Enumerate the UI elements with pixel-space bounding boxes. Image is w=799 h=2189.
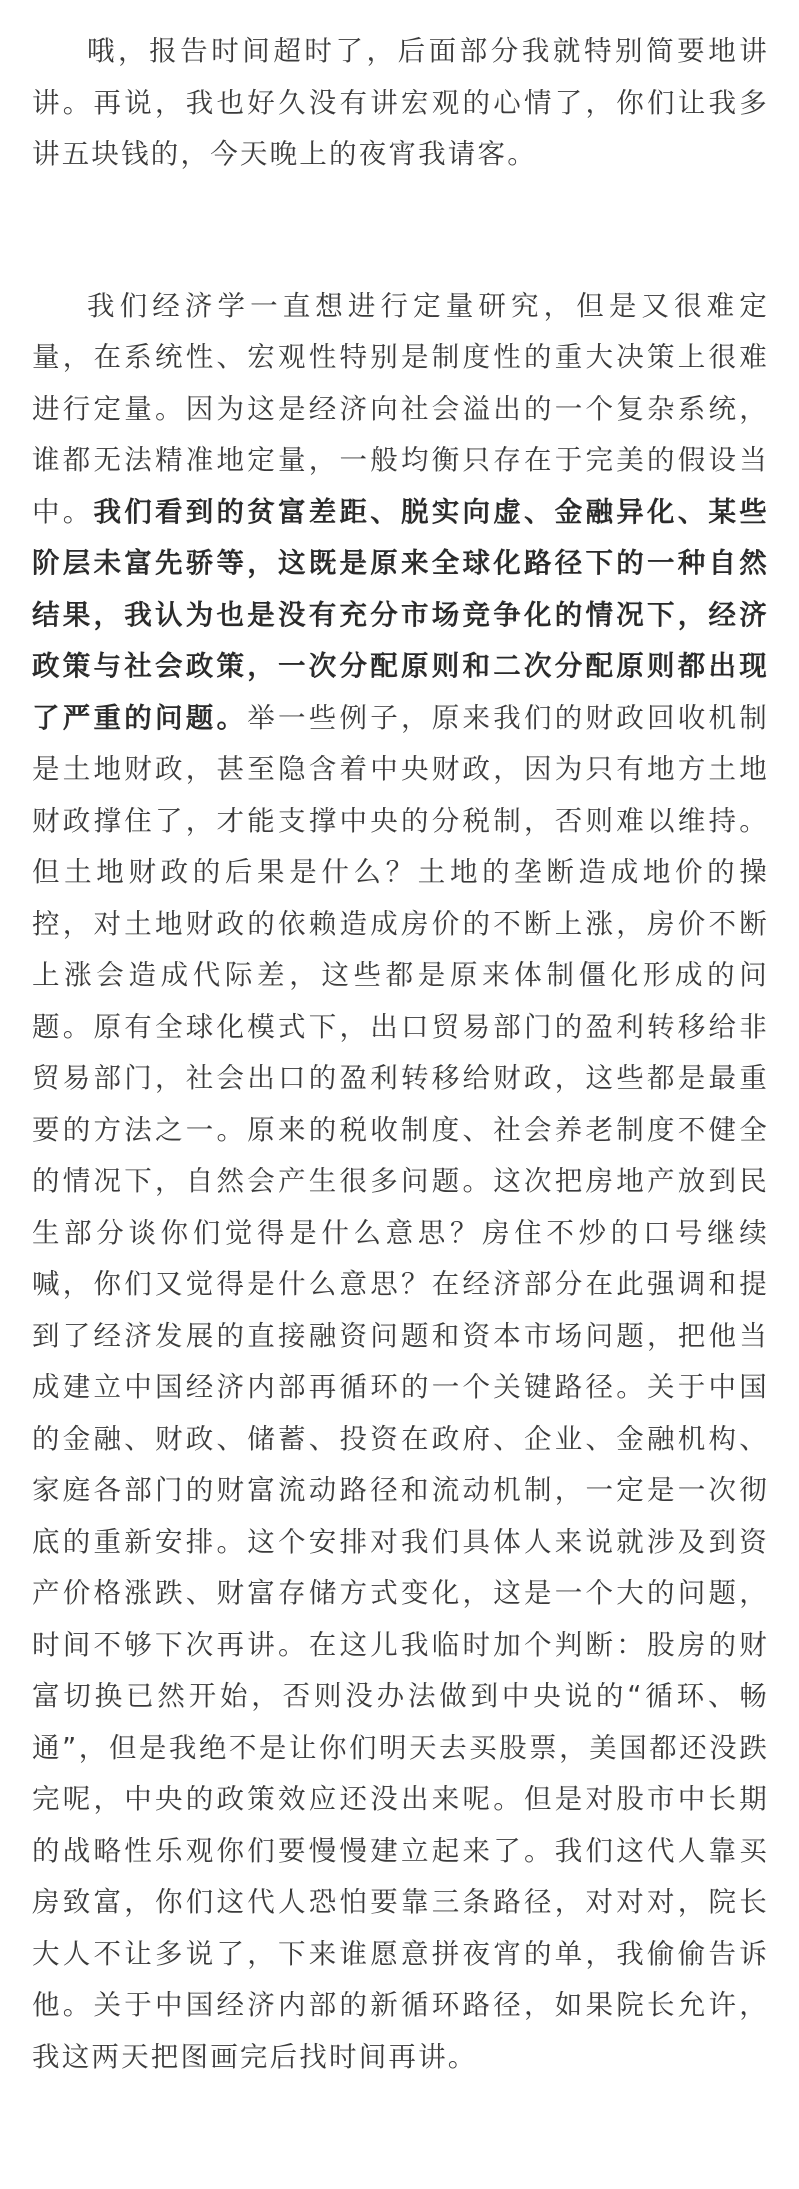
bold-highlight-text: 我们看到的贫富差距、脱实向虚、金融异化、某些阶层未富先骄等，这既是原来全球化路径下的一种自然结果，我认为也是没有充分市场竞争化的情况下，经济政策与社会政策，一次分配原则和二次分配原则都出现了严重的问题。 [32,495,769,734]
paragraph-main [32,281,769,2084]
paragraph-text: 哦，报告时间超时了，后面部分我就特别简要地讲讲。再说，我也好久没有讲宏观的心情了，你们让我多讲五块钱的，今天晚上的夜宵我请客。 [32,35,769,170]
paragraph-text: 举一些例子，原来我们的财政回收机制是土地财政，甚至隐含着中央财政，因为只有地方土地财政撑住了，才能支撑中央的分税制，否则难以维持。但土地财政的后果是什么？土地的垄断造成地价的操控，对土地财政的依赖造成房价的不断上涨，房价不断上涨会造成代际差，这些都是原来体制僵化形成的问题。原有全球化模式下，出口贸易部门的盈利转移给非贸易部门，社会出口的盈利转移给财政，这些都是最重要的方法之一。原来的税收制度、社会养老制度不健全的情况下，自然会产生很多问题。这次把房地产放到民生部分谈你们觉得是什么意思？房住不炒的口号继续喊，你们又觉得是什么意思？在经济部分在此强调和提到了经济发展的直接融资问题和资本市场问题，把他当成建立中国经济内部再循环的一个关键路径。关于中国的金融、财政、储蓄、投资在政府、企业、金融机构、家庭各部门的财富流动路径和流动机制，一定是一次彻底的重新安排。这个安排对我们具体人来说就涉及到资产价格涨跌、财富存储方式变化，这是一个大的问题，时间不够下次再讲。在这儿我临时加个判断：股房的财富切换已然开始，否则没办法做到中央说的“循环、畅通”，但是我绝不是让你们明天去买股票，美国都还没跌完呢，中央的政策效应还没出来呢。但是对股市中长期的战略性乐观你们要慢慢建立起来了。我们这代人靠买房致富，你们这代人恐怕要靠三条路径，对对对，院长大人不让多说了，下来谁愿意拼夜宵的单，我偷偷告诉他。关于中国经济内部的新循环路径，如果院长允许，我这两天把图画完后找时间再讲。 [32,701,769,2073]
paragraph-intro [32,26,769,181]
paragraph-text: 我们经济学一直想进行定量研究，但是又很难定量，在系统性、宏观性特别是制度性的重大决策上很难进行定量。因为这是经济向社会溢出的一个复杂系统，谁都无法精准地定量，一般均衡只存在于完美的假设当中。 [32,289,769,528]
